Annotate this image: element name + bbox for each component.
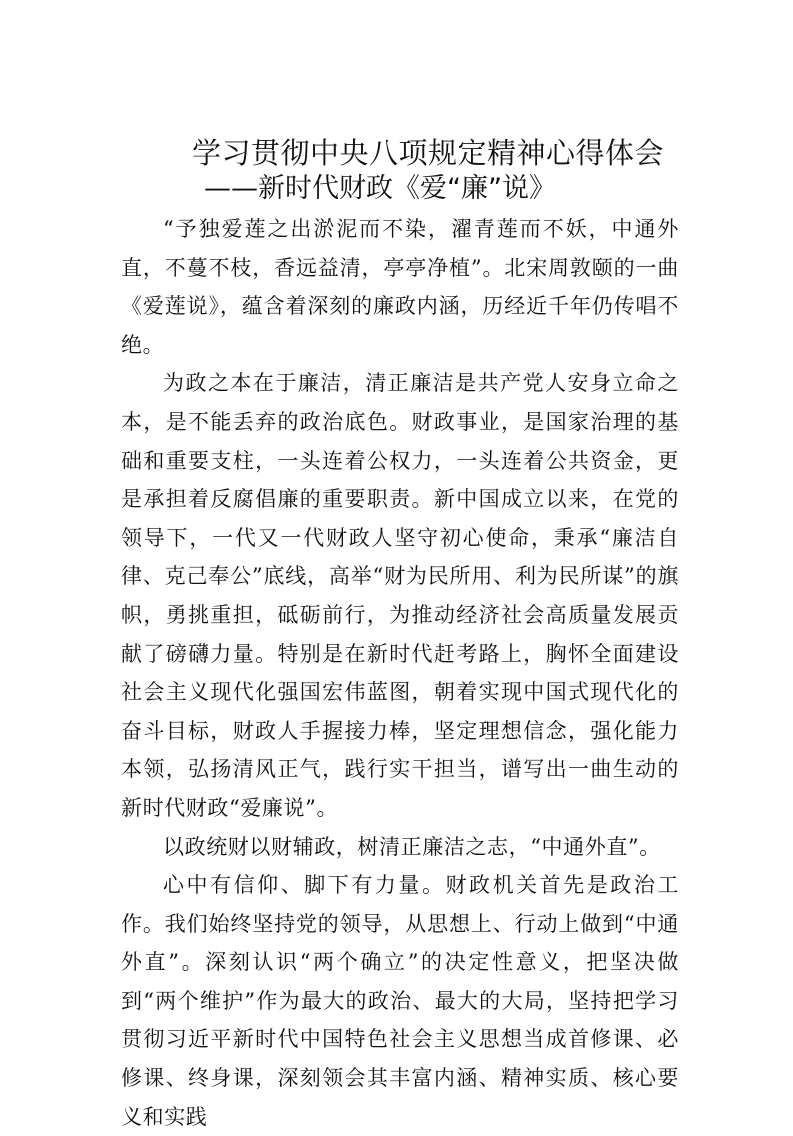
document-title: 学习贯彻中央八项规定精神心得体会 <box>192 136 665 170</box>
document-subtitle: ——新时代财政《爱“廉”说》 <box>204 173 556 204</box>
paragraph: 心中有信仰、脚下有力量。财政机关首先是政治工作。我们始终坚持党的领导，从思想上、行动上做到“中通外直”。深刻认识“两个确立”的决定性意义，把坚决做到“两个维护”作为最大的政治、最大的大局，坚持把学习贯彻习近平新时代中国特色社会主义思想当成首修课、必修课、终身课，深刻领会其丰富内涵、精神实质、核心要义和实践 <box>121 873 679 1129</box>
document-body <box>121 210 679 1136</box>
paragraph: 以政统财以财辅政，树清正廉洁之志，“中通外直”。 <box>163 834 661 859</box>
paragraph: 为政之本在于廉洁，清正廉洁是共产党人安身立命之本，是不能丢弃的政治底色。财政事业，是国家治理的基础和重要支柱，一头连着公权力，一头连着公共资金，更是承担着反腐倡廉的重要职责。新中国成立以来，在党的领导下，一代又一代财政人坚守初心使命，秉承“廉洁自律、克己奉公”底线，高举“财为民所用、利为民所谋”的旗帜，勇挑重担，砥砺前行，为推动经济社会高质量发展贡献了磅礴力量。特别是在新时代赶考路上，胸怀全面建设社会主义现代化强国宏伟蓝图，朝着实现中国式现代化的奋斗目标，财政人手握接力棒，坚定理想信念，强化能力本领，弘扬清风正气，践行实干担当，谱写出一曲生动的新时代财政“爱廉说”。 <box>121 371 679 820</box>
paragraph: “予独爱莲之出淤泥而不染，濯青莲而不妖，中通外直，不蔓不枝，香远益清，亭亭净植”。北宋周敦颐的一曲《爱莲说》，蕴含着深刻的廉政内涵，历经近千年仍传唱不绝。 <box>121 217 679 357</box>
